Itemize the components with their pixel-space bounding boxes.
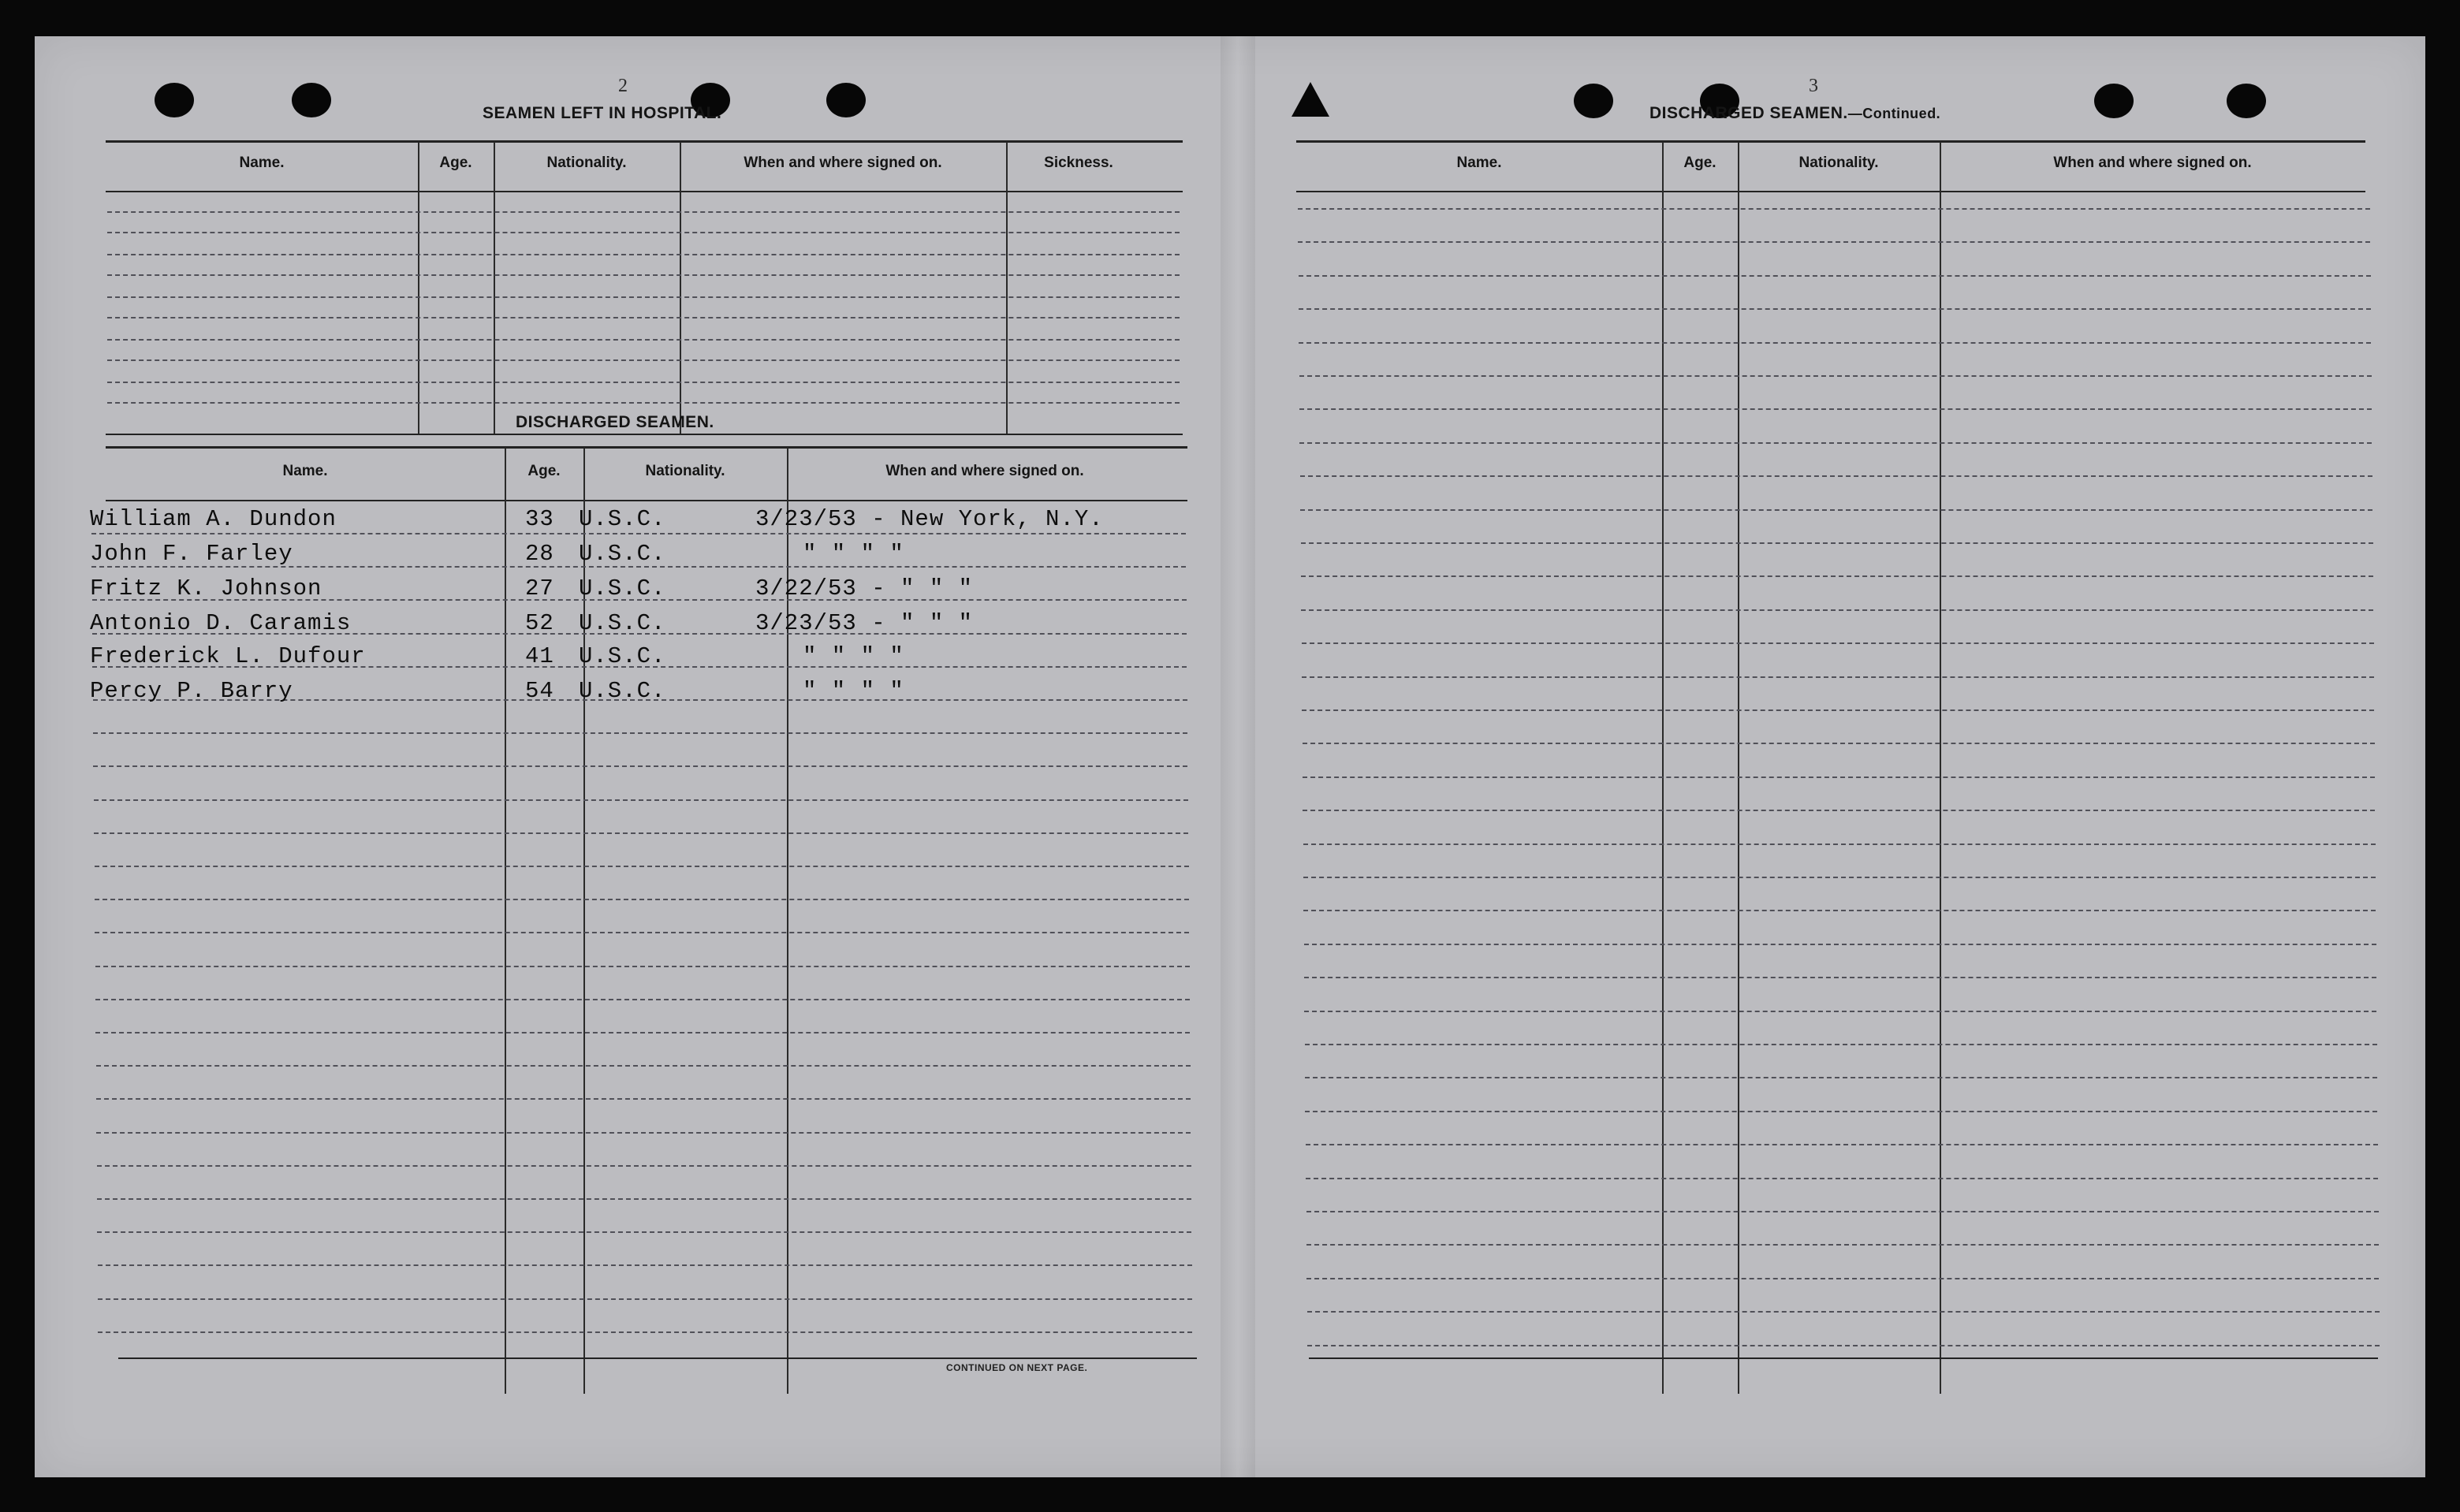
ruled-line (1304, 1011, 2376, 1012)
right-col-signed-on: When and where signed on. (2053, 155, 2252, 171)
page-number-left: 2 (618, 76, 628, 96)
hospital-col-sickness: Sickness. (1044, 155, 1113, 171)
ruled-line (91, 533, 1186, 534)
ruled-line (1305, 1044, 2377, 1045)
hospital-ruled-line (107, 274, 1180, 276)
right-col-divider (1940, 142, 1941, 1394)
row-5-name: Frederick L. Dufour (90, 643, 366, 669)
ruled-line (1302, 709, 2374, 711)
hospital-ruled-line (107, 402, 1180, 404)
row-3-nationality: U.S.C. (579, 575, 666, 601)
row-1-nationality: U.S.C. (579, 506, 666, 532)
hospital-section-title: SEAMEN LEFT IN HOSPITAL. (483, 104, 722, 122)
row-2-age: 28 (525, 541, 554, 567)
manifest-sheet (35, 36, 2425, 1477)
hospital-ruled-line (107, 232, 1180, 233)
ruled-line (97, 1165, 1191, 1167)
hospital-col-name: Name. (239, 155, 285, 171)
ruled-line (1304, 944, 2376, 945)
continued-footer: CONTINUED ON NEXT PAGE. (946, 1362, 1088, 1373)
row-1-name: William A. Dundon (90, 506, 337, 532)
right-table-top-rule (1296, 140, 2365, 143)
ruled-line (1299, 275, 2371, 277)
discharged-table-bottom-rule (118, 1357, 1197, 1359)
ruled-line (1306, 1244, 2379, 1246)
ruled-line (98, 1264, 1192, 1266)
row-6-age: 54 (525, 678, 554, 704)
ruled-line (1299, 408, 2372, 410)
triangle-mark-icon (1292, 82, 1329, 117)
punch-hole (826, 83, 866, 117)
right-col-divider (1662, 142, 1664, 1394)
ruled-line (1306, 1178, 2378, 1179)
hospital-ruled-line (107, 254, 1180, 255)
hospital-col-divider (418, 142, 419, 435)
ruled-line (1302, 676, 2374, 678)
row-2-signed-on: " " " " (803, 541, 904, 567)
row-5-signed-on: " " " " (803, 643, 904, 669)
row-2-name: John F. Farley (90, 541, 293, 567)
ruled-line (93, 765, 1187, 767)
punch-hole (2227, 84, 2266, 118)
page-number-right: 3 (1809, 76, 1818, 96)
ruled-line (1301, 609, 2373, 611)
row-2-nationality: U.S.C. (579, 541, 666, 567)
ruled-line (97, 1198, 1191, 1200)
row-3-name: Fritz K. Johnson (90, 575, 322, 601)
ruled-line (1303, 844, 2376, 845)
row-5-age: 41 (525, 643, 554, 669)
hospital-col-nationality: Nationality. (546, 155, 627, 171)
punch-hole (1574, 84, 1613, 118)
row-4-signed-on: 3/23/53 - " " " (755, 610, 974, 636)
ruled-line (95, 999, 1190, 1000)
row-4-name: Antonio D. Caramis (90, 610, 352, 636)
ruled-line (1301, 575, 2373, 577)
ruled-line (1303, 877, 2376, 878)
row-3-signed-on: 3/22/53 - " " " (755, 575, 974, 601)
ruled-line (1306, 1211, 2379, 1212)
ruled-line (1299, 342, 2371, 344)
right-header-rule (1296, 191, 2365, 192)
hospital-col-divider (680, 142, 681, 435)
row-1-signed-on: 3/23/53 - New York, N.Y. (755, 506, 1104, 532)
row-4-age: 52 (525, 610, 554, 636)
ruled-line (98, 1298, 1192, 1300)
discharged-col-signed-on: When and where signed on. (885, 463, 1084, 479)
discharged-col-divider (505, 448, 506, 1394)
hospital-ruled-line (107, 211, 1180, 213)
ruled-line (97, 1231, 1191, 1233)
ruled-line (1301, 542, 2373, 544)
punch-hole (292, 83, 331, 117)
discharged-section-title: DISCHARGED SEAMEN. (516, 413, 714, 431)
discharged-col-name: Name. (282, 463, 328, 479)
punch-hole (2094, 84, 2134, 118)
right-col-nationality: Nationality. (1798, 155, 1879, 171)
ruled-line (1306, 1144, 2378, 1145)
discharged-col-age: Age. (527, 463, 561, 479)
row-5-nationality: U.S.C. (579, 643, 666, 669)
ruled-line (93, 732, 1187, 734)
ruled-line (1298, 208, 2370, 210)
ruled-line (1300, 475, 2372, 477)
discharged-table-top-rule (106, 446, 1187, 449)
ruled-line (1299, 375, 2372, 377)
discharged-continued-title (1649, 104, 1940, 123)
ruled-line (1299, 308, 2371, 310)
hospital-col-signed-on: When and where signed on. (744, 155, 942, 171)
ruled-line (1303, 776, 2375, 778)
hospital-col-divider (1006, 142, 1008, 435)
row-6-signed-on: " " " " (803, 678, 904, 704)
hospital-ruled-line (107, 359, 1180, 361)
right-col-age: Age. (1683, 155, 1716, 171)
row-6-nationality: U.S.C. (579, 678, 666, 704)
ruled-line (1305, 1077, 2377, 1078)
row-4-nationality: U.S.C. (579, 610, 666, 636)
ruled-line (94, 832, 1188, 834)
discharged-header-rule (106, 500, 1187, 501)
ruled-line (1303, 810, 2375, 811)
ruled-line (1302, 642, 2374, 644)
hospital-header-rule (106, 191, 1183, 192)
row-6-name: Percy P. Barry (90, 678, 293, 704)
discharged-col-nationality: Nationality. (645, 463, 725, 479)
ruled-line (95, 966, 1190, 967)
hospital-ruled-line (107, 339, 1180, 341)
ruled-line (1304, 977, 2376, 978)
hospital-ruled-line (107, 296, 1180, 298)
ruled-line (95, 866, 1189, 867)
row-1-age: 33 (525, 506, 554, 532)
hospital-table-top-rule (106, 140, 1183, 143)
right-col-name: Name. (1456, 155, 1502, 171)
ruled-line (95, 899, 1189, 900)
ruled-line (1305, 1111, 2377, 1112)
row-3-age: 27 (525, 575, 554, 601)
hospital-col-age: Age. (439, 155, 472, 171)
ruled-line (1298, 241, 2370, 243)
ruled-line (94, 799, 1188, 801)
ruled-line (1307, 1311, 2380, 1313)
discharged-continued-title-main: DISCHARGED SEAMEN. (1649, 104, 1848, 122)
ruled-line (96, 1132, 1191, 1134)
ruled-line (1307, 1345, 2380, 1346)
ruled-line (1306, 1278, 2379, 1279)
ruled-line (95, 932, 1189, 933)
ruled-line (96, 1065, 1191, 1067)
page-fold (1221, 36, 1255, 1477)
right-col-divider (1738, 142, 1739, 1394)
hospital-col-divider (494, 142, 495, 435)
ruled-line (95, 1032, 1190, 1033)
ruled-line (96, 1098, 1191, 1100)
ruled-line (1303, 743, 2375, 744)
hospital-ruled-line (107, 382, 1180, 383)
discharged-continued-suffix: —Continued. (1847, 106, 1941, 121)
hospital-ruled-line (107, 317, 1180, 318)
ruled-line (1300, 509, 2372, 511)
ruled-line (1299, 442, 2372, 444)
right-table-bottom-rule (1309, 1357, 2378, 1359)
ruled-line (98, 1331, 1192, 1333)
hospital-table-bottom-rule (106, 434, 1183, 435)
ruled-line (1303, 910, 2376, 911)
punch-hole (155, 83, 194, 117)
